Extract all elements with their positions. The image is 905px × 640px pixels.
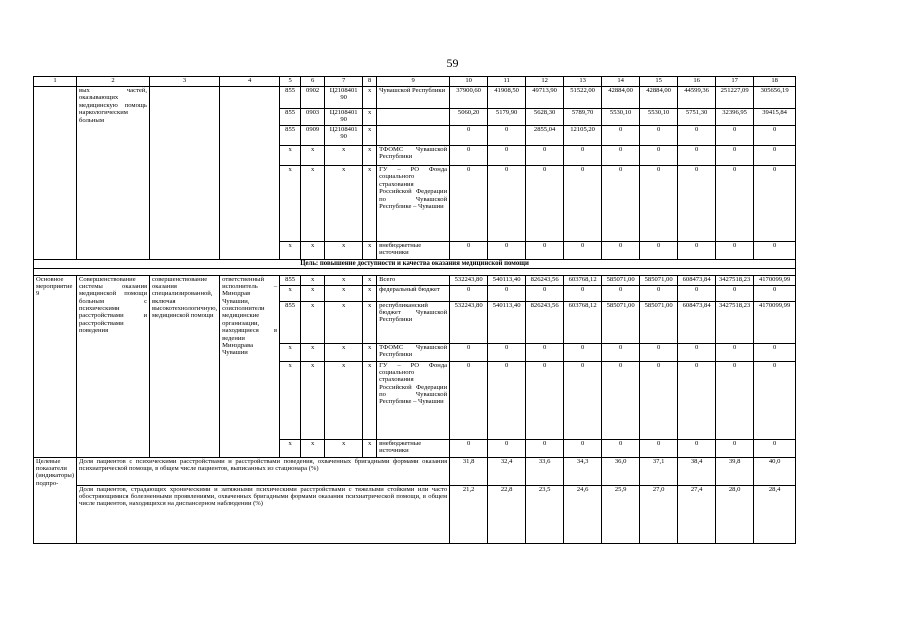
year-value-cell: 42884,00 (602, 87, 640, 109)
year-value-cell: 2855,04 (526, 126, 564, 146)
year-value-cell: 0 (602, 126, 640, 146)
code-section-cell: 0903 (301, 109, 325, 126)
year-value-cell: 0 (564, 343, 602, 361)
year-value-cell: 0 (678, 166, 716, 242)
code-type-cell: x (363, 361, 377, 439)
funding-source-cell (377, 109, 450, 126)
code-grbs-cell: x (280, 166, 301, 242)
year-value-cell: 0 (488, 166, 526, 242)
year-value-cell: 41908,50 (488, 87, 526, 109)
year-value-cell: 5060,20 (450, 109, 488, 126)
funding-source-cell: Чувашской Республики (377, 87, 450, 109)
year-value-cell: 0 (450, 285, 488, 301)
year-value-cell: 49713,90 (526, 87, 564, 109)
code-grbs-cell: x (280, 146, 301, 166)
code-target-cell: Ц2108401 90 (325, 87, 363, 109)
code-section-cell: x (301, 343, 325, 361)
column-number-cell: 17 (716, 77, 754, 87)
year-value-cell: 5530,10 (602, 109, 640, 126)
year-value-cell: 0 (488, 126, 526, 146)
year-value-cell: 585071,00 (602, 301, 640, 343)
column-number-cell: 14 (602, 77, 640, 87)
year-value-cell: 0 (564, 285, 602, 301)
year-value-cell: 0 (488, 343, 526, 361)
code-grbs-cell: x (280, 361, 301, 439)
year-value-cell: 0 (602, 146, 640, 166)
year-value-cell: 0 (640, 285, 678, 301)
year-value-cell: 826243,56 (526, 301, 564, 343)
indicator-value-cell: 37,1 (640, 457, 678, 485)
code-target-cell: x (325, 285, 363, 301)
year-value-cell: 0 (602, 439, 640, 457)
page-number: 59 (446, 56, 459, 70)
indicator-value-cell: 36,0 (602, 457, 640, 485)
code-grbs-cell: 855 (280, 87, 301, 109)
year-value-cell: 0 (564, 146, 602, 166)
year-value-cell: 0 (488, 439, 526, 457)
year-value-cell: 0 (488, 285, 526, 301)
year-value-cell: 51522,00 (564, 87, 602, 109)
indicator-value-cell: 28,4 (754, 485, 796, 543)
indicator-value-cell: 39,8 (716, 457, 754, 485)
event-name-cell: вых частей, оказывающих медицинскую помощь наркологическим больным (77, 87, 150, 260)
code-section-cell: 0902 (301, 87, 325, 109)
column-number-cell: 13 (564, 77, 602, 87)
year-value-cell: 0 (640, 361, 678, 439)
code-target-cell: x (325, 275, 363, 285)
year-value-cell: 0 (716, 361, 754, 439)
year-value-cell: 0 (602, 242, 640, 260)
indicator-value-cell: 33,6 (526, 457, 564, 485)
year-value-cell: 44599,36 (678, 87, 716, 109)
code-type-cell: x (363, 166, 377, 242)
column-number-cell: 1 (34, 77, 77, 87)
year-value-cell: 0 (526, 166, 564, 242)
column-number-cell: 3 (150, 77, 220, 87)
column-number-cell: 16 (678, 77, 716, 87)
indicator-row (34, 485, 796, 543)
code-grbs-cell: 855 (280, 275, 301, 285)
year-value-cell: 3427518,23 (716, 301, 754, 343)
year-value-cell: 5789,70 (564, 109, 602, 126)
year-value-cell: 0 (526, 146, 564, 166)
year-value-cell: 0 (526, 242, 564, 260)
funding-source-cell: ТФОМС Чувашской Республики (377, 146, 450, 166)
year-value-cell: 0 (678, 285, 716, 301)
code-type-cell: x (363, 301, 377, 343)
year-value-cell: 0 (640, 166, 678, 242)
column-number-cell: 6 (301, 77, 325, 87)
code-type-cell: x (363, 242, 377, 260)
column-number-cell: 9 (377, 77, 450, 87)
year-value-cell: 32396,95 (716, 109, 754, 126)
year-value-cell: 0 (716, 242, 754, 260)
indicator-value-cell: 28,0 (716, 485, 754, 543)
column-number-cell: 15 (640, 77, 678, 87)
indicator-value-cell: 32,4 (488, 457, 526, 485)
year-value-cell: 532243,80 (450, 275, 488, 285)
code-grbs-cell: 855 (280, 301, 301, 343)
year-value-cell: 4170099,99 (754, 301, 796, 343)
funding-source-cell: ГУ – РО Фонда социального страхования Российской Федерации по Чувашской Республике – Чувашии (377, 361, 450, 439)
year-value-cell: 585071,00 (640, 301, 678, 343)
code-type-cell: x (363, 275, 377, 285)
year-value-cell: 0 (754, 166, 796, 242)
year-value-cell: 0 (754, 242, 796, 260)
code-grbs-cell: 855 (280, 126, 301, 146)
year-value-cell: 0 (716, 343, 754, 361)
year-value-cell: 0 (678, 343, 716, 361)
code-type-cell: x (363, 146, 377, 166)
indicator-value-cell: 31,8 (450, 457, 488, 485)
year-value-cell: 0 (564, 166, 602, 242)
year-value-cell: 0 (526, 343, 564, 361)
year-value-cell: 585071,00 (640, 275, 678, 285)
code-type-cell: x (363, 439, 377, 457)
year-value-cell: 0 (488, 146, 526, 166)
code-type-cell: x (363, 343, 377, 361)
year-value-cell: 0 (450, 361, 488, 439)
year-value-cell: 608473,84 (678, 301, 716, 343)
event-number-cell: Основное мероприятие 9 (34, 275, 77, 457)
year-value-cell: 0 (526, 285, 564, 301)
code-section-cell: x (301, 439, 325, 457)
year-value-cell: 0 (754, 126, 796, 146)
year-value-cell: 0 (450, 146, 488, 166)
year-value-cell: 0 (716, 166, 754, 242)
code-target-cell: x (325, 361, 363, 439)
column-number-cell: 5 (280, 77, 301, 87)
funding-source-cell: федеральный бюджет (377, 285, 450, 301)
year-value-cell: 0 (450, 126, 488, 146)
column-number-cell: 8 (363, 77, 377, 87)
year-value-cell: 603768,12 (564, 301, 602, 343)
code-target-cell: x (325, 343, 363, 361)
year-value-cell: 0 (754, 361, 796, 439)
year-value-cell: 0 (602, 285, 640, 301)
year-value-cell: 0 (678, 361, 716, 439)
year-value-cell: 251227,09 (716, 87, 754, 109)
column-number-cell: 10 (450, 77, 488, 87)
column-number-cell: 4 (220, 77, 280, 87)
year-value-cell: 0 (564, 242, 602, 260)
indicator-value-cell: 21,2 (450, 485, 488, 543)
year-value-cell: 0 (450, 242, 488, 260)
year-value-cell: 0 (602, 361, 640, 439)
code-target-cell: x (325, 439, 363, 457)
funding-source-cell: внебюджетные источники (377, 439, 450, 457)
year-value-cell: 608473,84 (678, 275, 716, 285)
funding-source-cell (377, 126, 450, 146)
event-name-cell: Совершенствование системы оказания медицинской помощи больным с психическими расстройствами и расстройствами поведения (77, 275, 150, 457)
column-number-cell: 2 (77, 77, 150, 87)
spacer-row (34, 268, 796, 275)
code-section-cell: x (301, 361, 325, 439)
indicator-row (34, 457, 796, 485)
code-grbs-cell: x (280, 439, 301, 457)
code-target-cell: x (325, 301, 363, 343)
year-value-cell: 0 (754, 439, 796, 457)
year-value-cell: 0 (640, 126, 678, 146)
year-value-cell: 5628,30 (526, 109, 564, 126)
code-section-cell: x (301, 146, 325, 166)
year-value-cell: 4170099,99 (754, 275, 796, 285)
year-value-cell: 0 (754, 285, 796, 301)
year-value-cell: 0 (450, 439, 488, 457)
indicator-value-cell: 27,4 (678, 485, 716, 543)
goal-row (34, 260, 796, 269)
funding-source-cell: Всего (377, 275, 450, 285)
year-value-cell: 0 (678, 439, 716, 457)
code-target-cell: x (325, 166, 363, 242)
code-grbs-cell: x (280, 242, 301, 260)
expected-result-cell: совершенствование оказания специализированной, включая высокотехнологичную, медицинской помощи (150, 275, 220, 457)
year-value-cell: 12105,20 (564, 126, 602, 146)
code-type-cell: x (363, 109, 377, 126)
funding-source-cell: ГУ – РО Фонда социального страхования Российской Федерации по Чувашской Республике – Чувашии (377, 166, 450, 242)
indicator-value-cell: 34,3 (564, 457, 602, 485)
program-table (33, 76, 796, 544)
block2-row (34, 275, 796, 285)
code-section-cell: 0909 (301, 126, 325, 146)
year-value-cell: 0 (526, 439, 564, 457)
executor-cell (220, 87, 280, 260)
year-value-cell: 540113,40 (488, 301, 526, 343)
column-number-row (34, 77, 796, 87)
indicator-value-cell: 27,0 (640, 485, 678, 543)
year-value-cell: 0 (450, 166, 488, 242)
year-value-cell: 0 (754, 146, 796, 166)
year-value-cell: 532243,80 (450, 301, 488, 343)
column-number-cell: 7 (325, 77, 363, 87)
year-value-cell: 0 (602, 166, 640, 242)
code-grbs-cell: 855 (280, 109, 301, 126)
indicator-value-cell: 25,9 (602, 485, 640, 543)
indicator-text-cell: Доля пациентов, страдающих хроническими и затяжными психическими расстройствами с тяжелыми стойкими или часто обостряющимися болезненными проявлениями, охваченных бригадными формами оказания психиатрической помощи, в общем числе пациентов, находящихся на диспансерном наблюдении (%) (77, 485, 450, 543)
year-value-cell: 0 (526, 361, 564, 439)
year-value-cell: 603768,12 (564, 275, 602, 285)
year-value-cell: 0 (678, 242, 716, 260)
funding-source-cell: внебюджетные источники (377, 242, 450, 260)
code-grbs-cell: x (280, 285, 301, 301)
indicator-value-cell: 22,8 (488, 485, 526, 543)
year-value-cell: 0 (754, 343, 796, 361)
expected-result-cell (150, 87, 220, 260)
goal-heading: Цель: повышение доступности и качества оказания медицинской помощи (34, 260, 796, 269)
spacer-cell (34, 268, 796, 275)
year-value-cell: 305656,19 (754, 87, 796, 109)
code-grbs-cell: x (280, 343, 301, 361)
code-section-cell: x (301, 242, 325, 260)
code-target-cell: Ц2108401 90 (325, 109, 363, 126)
year-value-cell: 5179,90 (488, 109, 526, 126)
year-value-cell: 585071,00 (602, 275, 640, 285)
year-value-cell: 0 (678, 126, 716, 146)
code-type-cell: x (363, 87, 377, 109)
year-value-cell: 5751,30 (678, 109, 716, 126)
indicator-value-cell: 24,6 (564, 485, 602, 543)
year-value-cell: 0 (640, 439, 678, 457)
year-value-cell: 0 (640, 146, 678, 166)
year-value-cell: 0 (678, 146, 716, 166)
year-value-cell: 0 (450, 343, 488, 361)
code-type-cell: x (363, 285, 377, 301)
indicators-label-cell: Целевые показатели (индикаторы) подпро- (34, 457, 77, 543)
year-value-cell: 540113,40 (488, 275, 526, 285)
year-value-cell: 0 (488, 242, 526, 260)
year-value-cell: 37900,60 (450, 87, 488, 109)
code-target-cell: Ц2108401 90 (325, 126, 363, 146)
indicator-value-cell: 38,4 (678, 457, 716, 485)
year-value-cell: 0 (640, 343, 678, 361)
year-value-cell: 0 (564, 439, 602, 457)
column-number-cell: 12 (526, 77, 564, 87)
block1-row (34, 87, 796, 109)
code-type-cell: x (363, 126, 377, 146)
year-value-cell: 0 (716, 146, 754, 166)
code-target-cell: x (325, 146, 363, 166)
code-target-cell: x (325, 242, 363, 260)
year-value-cell: 39415,84 (754, 109, 796, 126)
column-number-cell: 18 (754, 77, 796, 87)
year-value-cell: 42884,00 (640, 87, 678, 109)
funding-source-cell: республиканский бюджет Чувашской Республики (377, 301, 450, 343)
code-section-cell: x (301, 275, 325, 285)
year-value-cell: 0 (564, 361, 602, 439)
indicator-value-cell: 23,5 (526, 485, 564, 543)
funding-source-cell: ТФОМС Чувашской Республики (377, 343, 450, 361)
year-value-cell: 0 (602, 343, 640, 361)
event-number-cell (34, 87, 77, 260)
year-value-cell: 0 (716, 439, 754, 457)
executor-cell: ответственный исполнитель – Минздрав Чувашии, соисполнители медицинские организации, находящиеся в ведении Минздрава Чувашии (220, 275, 280, 457)
year-value-cell: 0 (716, 126, 754, 146)
year-value-cell: 3427518,23 (716, 275, 754, 285)
code-section-cell: x (301, 285, 325, 301)
indicator-text-cell: Доля пациентов с психическими расстройствами и расстройствами поведения, охваченных бригадными формами оказания психиатрической помощи, в общем числе пациентов, выписанных из стационара (%) (77, 457, 450, 485)
year-value-cell: 0 (716, 285, 754, 301)
code-section-cell: x (301, 166, 325, 242)
indicator-value-cell: 40,0 (754, 457, 796, 485)
year-value-cell: 0 (488, 361, 526, 439)
year-value-cell: 0 (640, 242, 678, 260)
code-section-cell: x (301, 301, 325, 343)
year-value-cell: 826243,56 (526, 275, 564, 285)
year-value-cell: 5530,10 (640, 109, 678, 126)
column-number-cell: 11 (488, 77, 526, 87)
